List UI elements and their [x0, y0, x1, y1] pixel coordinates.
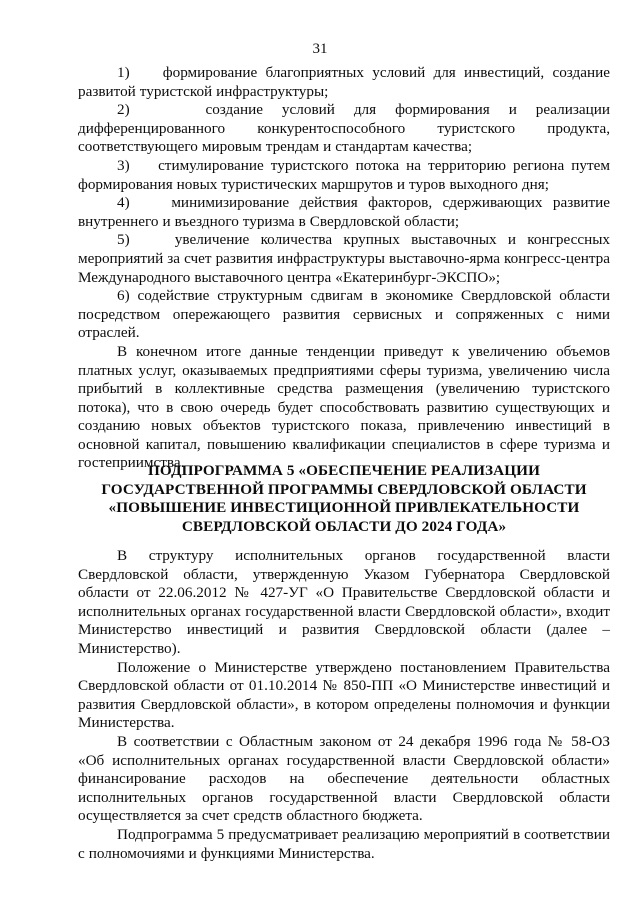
goals-list	[78, 64, 610, 473]
section-paragraph: Положение о Министерстве утверждено постановлением Правительства Свердловской области от 01.10.2014 № 850-ПП «О Министерстве инвестиций и развития Свердловской области», в котором определены полномочия и функции Министерства.	[78, 658, 610, 732]
heading-line: СВЕРДЛОВСКОЙ ОБЛАСТИ ДО 2024 ГОДА»	[181, 517, 507, 535]
page-number: 31	[312, 41, 328, 57]
section-paragraph: В структуру исполнительных органов государственной власти Свердловской области, утвержденную Указом Губернатора Свердловской области от 22.06.2012 № 427-УГ «О Правительстве Свердловской области и исполнительных органах государственной власти Свердловской области», входит Министерство инвестиций и развития Свердловской области (далее – Министерство).	[78, 547, 610, 657]
list-item: 6) содействие структурным сдвигам в экономике Свердловской области посредством опережающего развития сервисных и сопряженных с ними отраслей.	[78, 287, 610, 342]
subprogram-heading	[92, 462, 596, 536]
heading-line: «ПОВЫШЕНИЕ ИНВЕСТИЦИОННОЙ ПРИВЛЕКАТЕЛЬНОСТИ	[108, 499, 580, 517]
list-item: 3) стимулирование туристского потока на территорию региона путем формирования новых туристических маршрутов и туров выходного дня;	[78, 156, 610, 193]
conclusion-paragraph: В конечном итоге данные тенденции приведут к увеличению объемов платных услуг, оказываемых предприятиями сферы туризма, увеличению числа прибытий в коллективные средства размещения (увеличению туристского потока), что в свою очередь будет способствовать развитию существующих и созданию новых объектов туристского показа, привлечению инвестиций в основной капитал, повышению квалификации специалистов в сфере туризма и гостеприимства.	[78, 342, 610, 472]
section-body	[78, 547, 610, 863]
section-paragraph: Подпрограмма 5 предусматривает реализацию мероприятий в соответствии с полномочиями и функциями Министерства.	[78, 825, 610, 862]
list-item: 4) минимизирование действия факторов, сдерживающих развитие внутреннего и въездного туризма в Свердловской области;	[78, 194, 610, 230]
heading-line: ГОСУДАРСТВЕННОЙ ПРОГРАММЫ СВЕРДЛОВСКОЙ ОБЛАСТИ	[101, 480, 587, 498]
list-item: 5) увеличение количества крупных выставочных и конгрессных мероприятий за счет развития инфраструктуры выставочно-ярма конгресс-центра Международного выставочного центра «Екатеринбург-ЭКСПО»;	[78, 231, 610, 286]
section-paragraph: В соответствии с Областным законом от 24 декабря 1996 года № 58-ОЗ «Об исполнительных органах государственной власти Свердловской области» финансирование расходов на обеспечение деятельности областных исполнительных органов государственной власти Свердловской области осуществляется за счет средств областного бюджета.	[78, 732, 610, 825]
list-item: 1) формирование благоприятных условий для инвестиций, создание развитой туристской инфраструктуры;	[78, 64, 610, 100]
heading-line: ПОДПРОГРАММА 5 «ОБЕСПЕЧЕНИЕ РЕАЛИЗАЦИИ	[148, 462, 540, 479]
list-item: 2) создание условий для формирования и реализации дифференцированного конкурентоспособного туристского продукта, соответствующего мировым трендам и стандартам качества;	[78, 101, 610, 156]
